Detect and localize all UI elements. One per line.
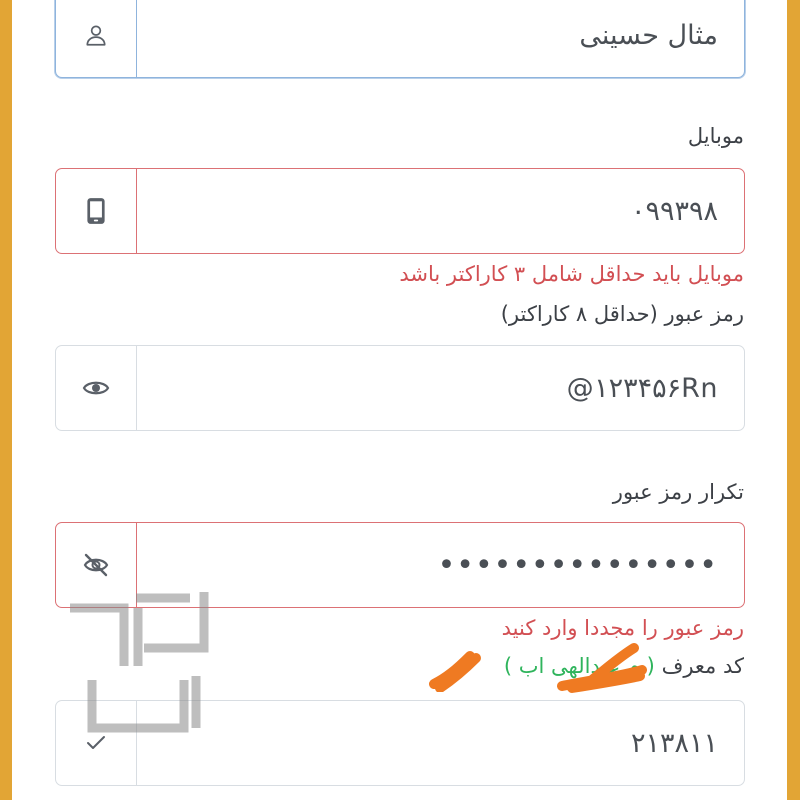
password-label: رمز عبور (حداقل ۸ کاراکتر)	[500, 302, 744, 326]
name-icon-cell	[56, 0, 137, 77]
eye-icon[interactable]	[82, 378, 110, 398]
referral-label: کد معرف	[661, 654, 744, 678]
name-input[interactable]: مثال حسینی	[579, 19, 718, 51]
password-input[interactable]: ۱۲۳۴۵۶Rn@	[566, 372, 718, 404]
mobile-error-message: موبایل باید حداقل شامل ۳ کاراکتر باشد	[399, 262, 744, 286]
password-field[interactable]	[55, 345, 745, 431]
watermark-logo	[64, 588, 224, 738]
referral-input[interactable]: ۲۱۳۸۱۱	[630, 727, 718, 759]
mobile-icon-cell	[56, 169, 137, 253]
redaction-scribble	[424, 648, 484, 692]
mobile-phone-icon	[85, 197, 107, 225]
user-icon	[83, 22, 109, 48]
referrer-name: ( م عبدالهی اب )	[503, 654, 655, 678]
password-icon-cell[interactable]	[56, 346, 137, 430]
name-field[interactable]	[55, 0, 745, 78]
mobile-input[interactable]: ۰۹۹۳۹۸	[630, 195, 718, 227]
eye-off-icon[interactable]	[82, 553, 110, 577]
redaction-scribble	[552, 640, 652, 696]
password-repeat-label: تکرار رمز عبور	[612, 480, 744, 504]
password-repeat-input[interactable]: •••••••••••••••	[437, 547, 718, 583]
mobile-field[interactable]	[55, 168, 745, 254]
password-repeat-error-message: رمز عبور را مجددا وارد کنید	[501, 616, 744, 640]
mobile-label: موبایل	[687, 124, 744, 148]
